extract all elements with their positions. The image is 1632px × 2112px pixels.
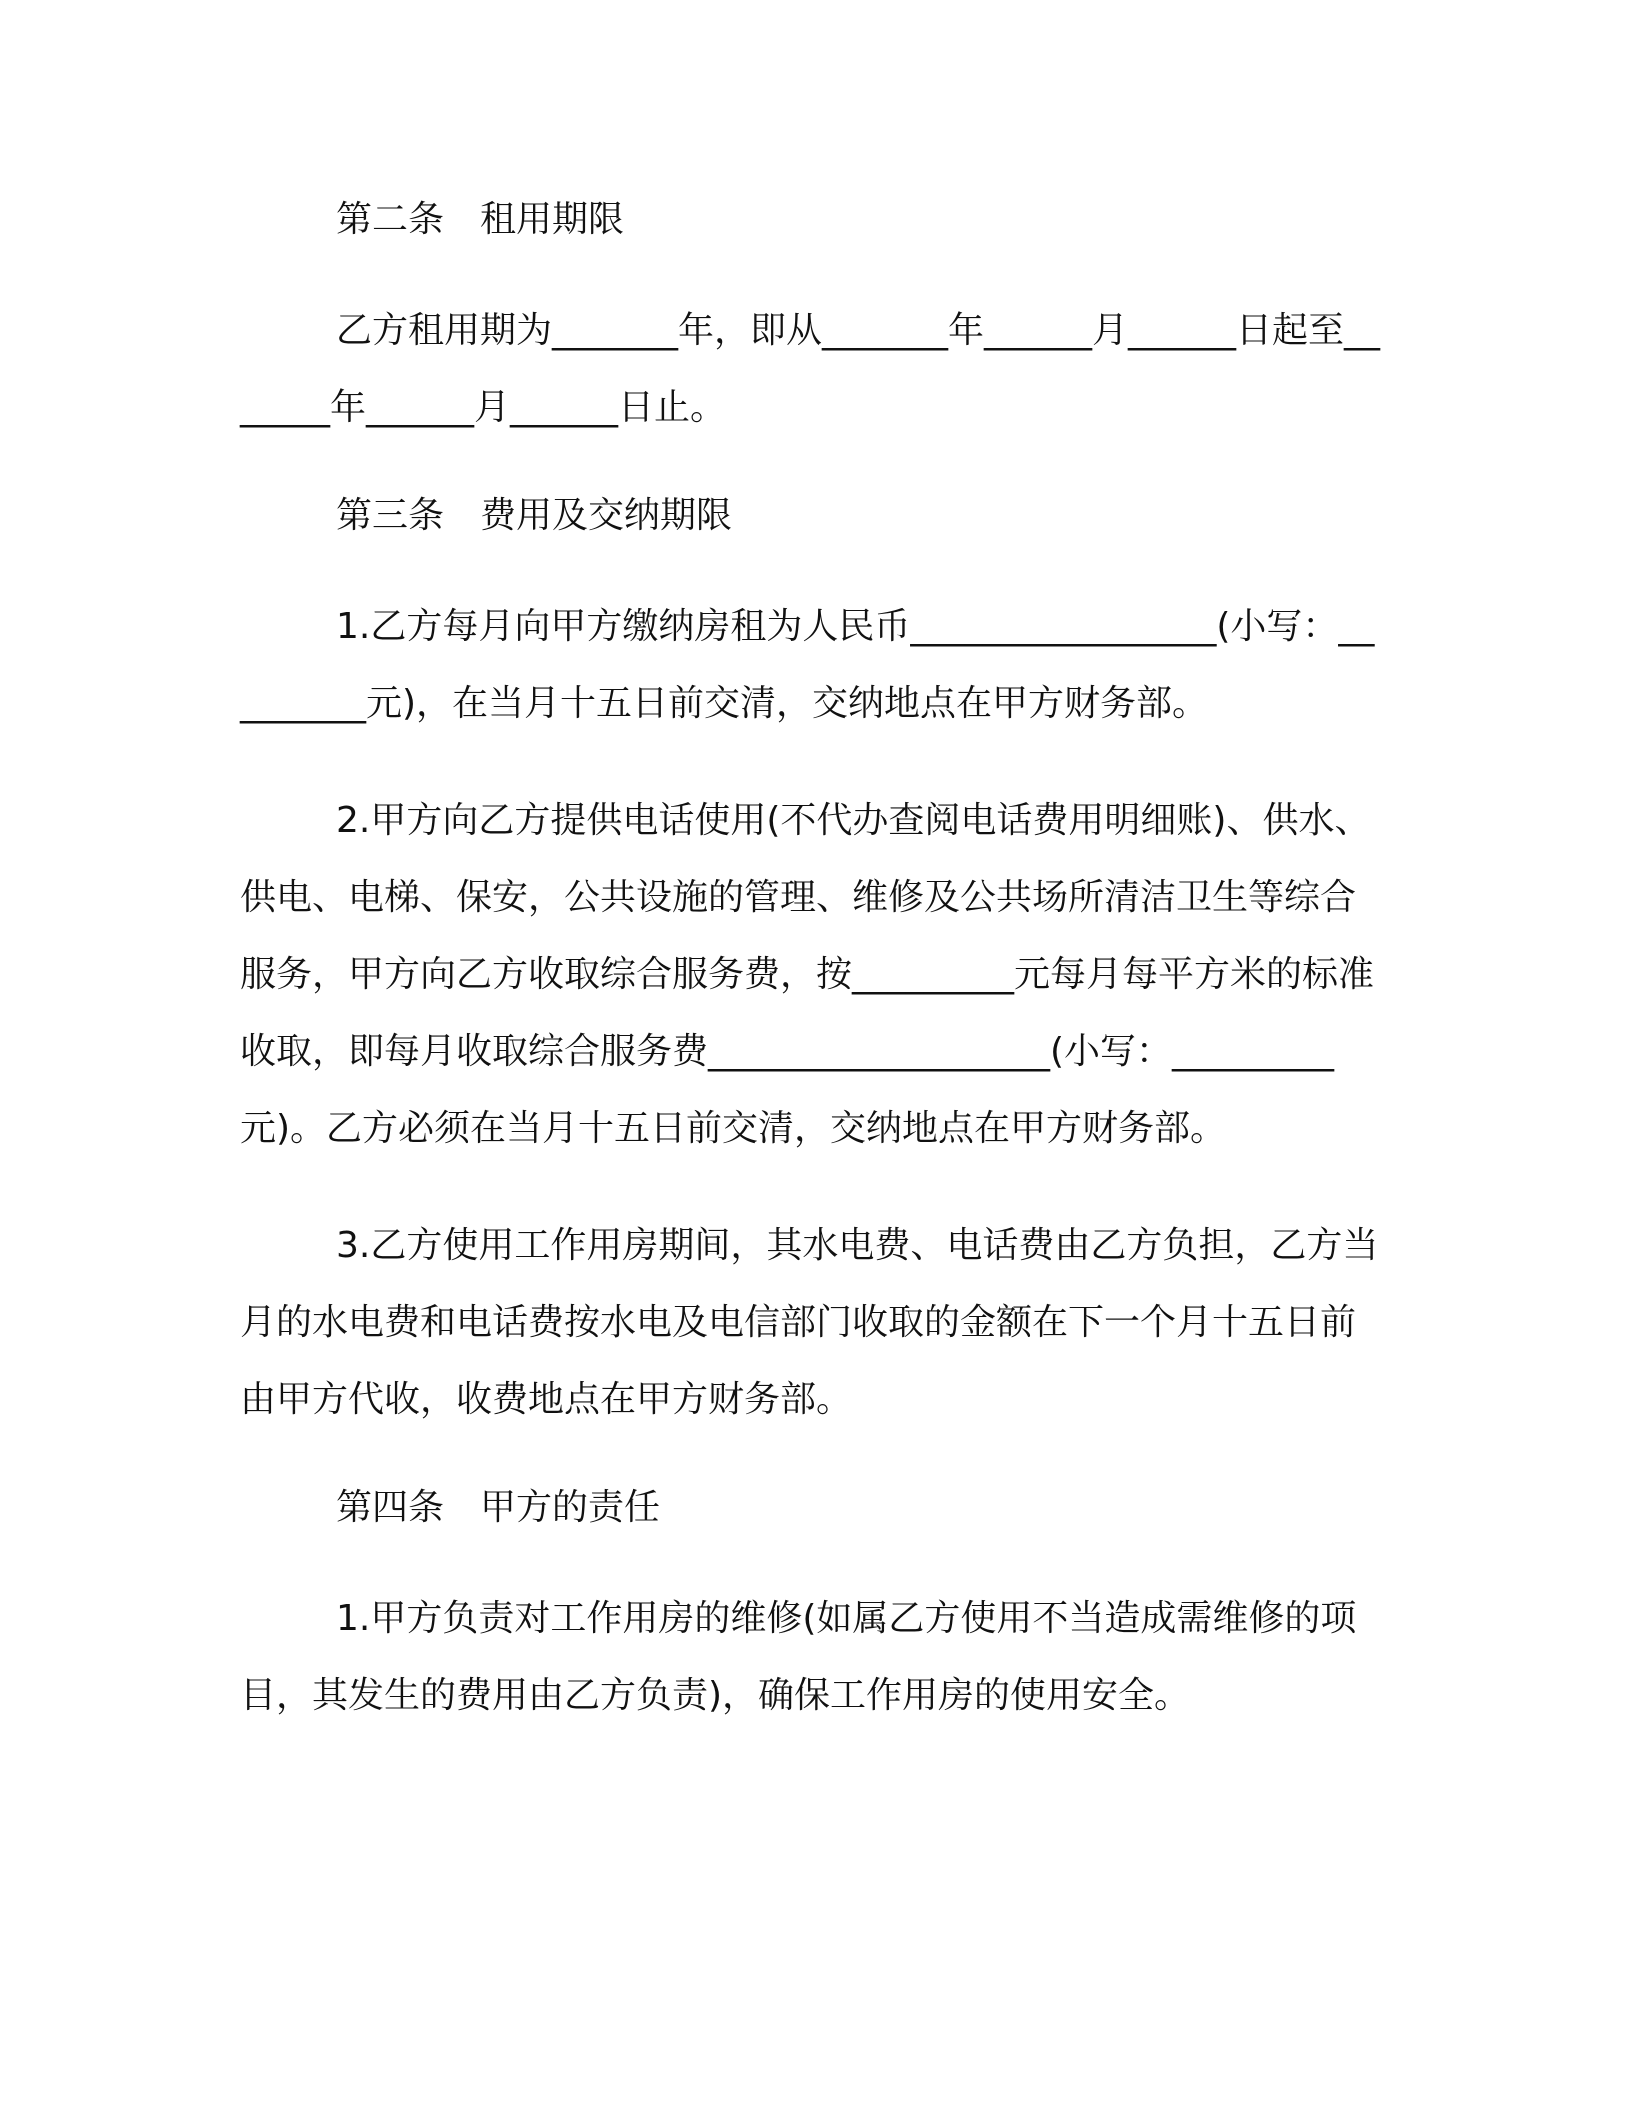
paragraph-utilities: 3.乙方使用工作用房期间，其水电费、电话费由乙方负担，乙方当月的水电费和电话费按水电及电信部门收取的金额在下一个月十五日前由甲方代收，收费地点在甲方财务部。 [240, 1225, 1379, 1420]
document-body [240, 190, 1385, 1734]
section-heading-article-3: 第三条 费用及交纳期限 [336, 495, 733, 536]
paragraph-lease-term: 乙方租用期为_______年，即从_______年______月______日起至_______年______月______日止。 [240, 310, 1381, 428]
paragraph-maintenance: 1.甲方负责对工作用房的维修(如属乙方使用不当造成需维修的项目，其发生的费用由乙方负责)，确保工作用房的使用安全。 [240, 1598, 1357, 1716]
paragraph-service-fee: 2.甲方向乙方提供电话使用(不代办查阅电话费用明细账)、供水、供电、电梯、保安，公共设施的管理、维修及公共场所清洁卫生等综合服务，甲方向乙方收取综合服务费，按_________元每月每平方米的标准收取，即每月收取综合服务费___________________(小写：_________元)。乙方必须在当月十五日前交清，交纳地点在甲方财务部。 [240, 800, 1375, 1149]
section-heading-article-2: 第二条 租用期限 [336, 199, 625, 240]
section-heading-article-4: 第四条 甲方的责任 [336, 1487, 661, 1528]
paragraph-rent-payment: 1.乙方每月向甲方缴纳房租为人民币_________________(小写：_________元)，在当月十五日前交清，交纳地点在甲方财务部。 [240, 606, 1375, 724]
